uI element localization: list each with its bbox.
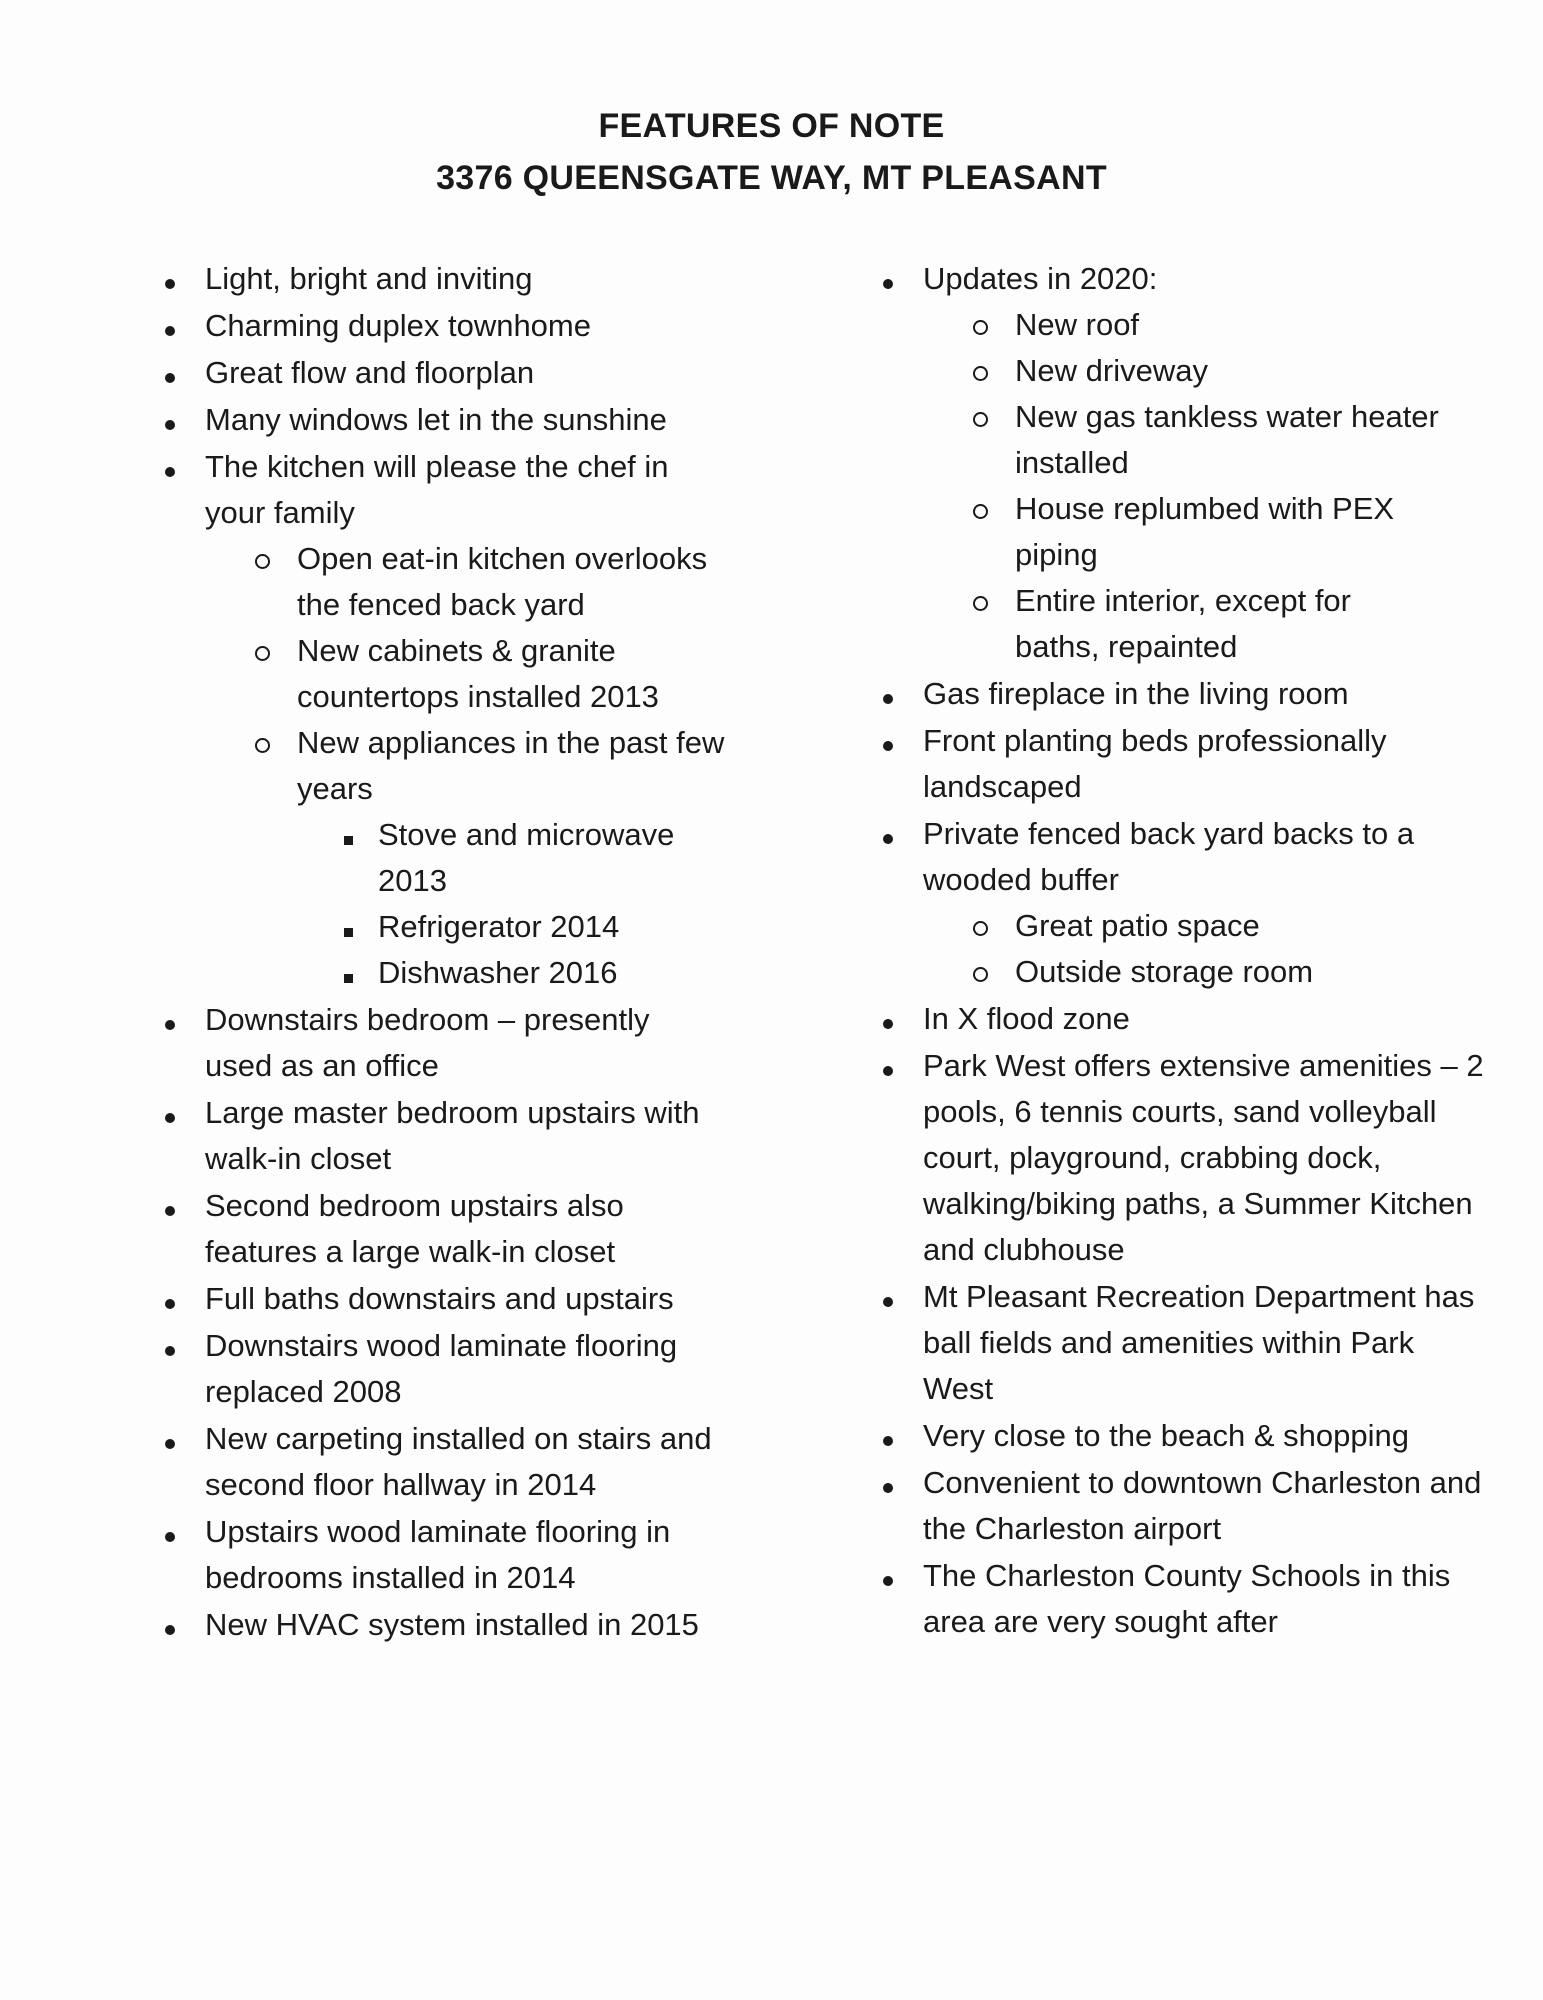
appliance-sublist bbox=[333, 812, 757, 996]
circle-bullet-icon bbox=[960, 486, 1000, 532]
circle-bullet-icon bbox=[960, 578, 1000, 624]
list-item: Convenient to downtown Charleston and the Charleston airport bbox=[868, 1460, 1483, 1552]
list-item: Open eat-in kitchen overlooks the fenced back yard bbox=[242, 536, 737, 628]
square-bullet-icon bbox=[333, 950, 363, 996]
document-title: FEATURES OF NOTE bbox=[598, 107, 945, 145]
circle-bullet-icon bbox=[242, 628, 282, 674]
list-item: Refrigerator 2014 bbox=[333, 904, 757, 950]
bullet-icon bbox=[150, 256, 190, 302]
bullet-icon bbox=[868, 1043, 908, 1089]
list-item: New roof bbox=[960, 302, 1488, 348]
feature-list-left bbox=[150, 256, 750, 1648]
bullet-icon bbox=[868, 671, 908, 717]
list-item: Stove and microwave 2013 bbox=[333, 812, 688, 904]
list-item: Charming duplex townhome bbox=[150, 303, 750, 349]
list-item: Many windows let in the sunshine bbox=[150, 397, 750, 443]
bullet-icon bbox=[868, 996, 908, 1042]
list-item: Great flow and floorplan bbox=[150, 350, 750, 396]
list-item: Downstairs wood laminate flooring replaced 2008 bbox=[150, 1323, 735, 1415]
bullet-icon bbox=[868, 811, 908, 857]
list-item: Second bedroom upstairs also features a large walk-in closet bbox=[150, 1183, 705, 1275]
document-header bbox=[0, 100, 1543, 204]
list-item: Great patio space bbox=[960, 903, 1483, 949]
feature-list-right bbox=[868, 256, 1488, 1645]
circle-bullet-icon bbox=[960, 302, 1000, 348]
list-item: Front planting beds professionally landscaped bbox=[868, 718, 1463, 810]
list-item: New appliances in the past few years Stove and microwave 2013 Refrigerator 2014 Dishwasher 2016 bbox=[242, 720, 757, 996]
circle-bullet-icon bbox=[960, 949, 1000, 995]
list-item: Park West offers extensive amenities – 2 pools, 6 tennis courts, sand volleyball court, playground, crabbing dock, walking/biking paths, a Summer Kitchen and clubhouse bbox=[868, 1043, 1508, 1273]
list-item: The kitchen will please the chef in your family Open eat-in kitchen overlooks the fenced back yard New cabinets & granite countertops installed 2013 New appliances in the past few years Stove and microwave 2013 Refrigerator 2014 Dishwasher 2016 bbox=[150, 444, 725, 996]
list-item: New carpeting installed on stairs and second floor hallway in 2014 bbox=[150, 1416, 765, 1508]
list-item: Large master bedroom upstairs with walk-in closet bbox=[150, 1090, 745, 1182]
bullet-icon bbox=[150, 1183, 190, 1229]
bullet-icon bbox=[150, 1509, 190, 1555]
circle-bullet-icon bbox=[242, 536, 282, 582]
bullet-icon bbox=[150, 1323, 190, 1369]
list-item: New cabinets & granite countertops installed 2013 bbox=[242, 628, 717, 720]
bullet-icon bbox=[150, 1276, 190, 1322]
list-item: Gas fireplace in the living room bbox=[868, 671, 1488, 717]
list-item: Entire interior, except for baths, repainted bbox=[960, 578, 1435, 670]
circle-bullet-icon bbox=[242, 720, 282, 766]
list-item: Updates in 2020: New roof New driveway New gas tankless water heater installed House replumbed with PEX piping Entire interior, except for baths, repainted bbox=[868, 256, 1488, 670]
circle-bullet-icon bbox=[960, 903, 1000, 949]
list-item: Full baths downstairs and upstairs bbox=[150, 1276, 750, 1322]
yard-sublist bbox=[960, 903, 1483, 995]
list-item: Dishwasher 2016 bbox=[333, 950, 757, 996]
right-column bbox=[868, 256, 1488, 1646]
bullet-icon bbox=[150, 1090, 190, 1136]
bullet-icon bbox=[150, 444, 190, 490]
bullet-icon bbox=[150, 1602, 190, 1648]
bullet-icon bbox=[150, 397, 190, 443]
square-bullet-icon bbox=[333, 812, 363, 858]
square-bullet-icon bbox=[333, 904, 363, 950]
kitchen-sublist bbox=[242, 536, 742, 996]
list-item: New driveway bbox=[960, 348, 1488, 394]
list-item: House replumbed with PEX piping bbox=[960, 486, 1445, 578]
bullet-icon bbox=[868, 718, 908, 764]
list-item: The Charleston County Schools in this area are very sought after bbox=[868, 1553, 1493, 1645]
bullet-icon bbox=[868, 1553, 908, 1599]
list-item: Outside storage room bbox=[960, 949, 1483, 995]
circle-bullet-icon bbox=[960, 394, 1000, 440]
bullet-icon bbox=[150, 997, 190, 1043]
circle-bullet-icon bbox=[960, 348, 1000, 394]
bullet-icon bbox=[868, 256, 908, 302]
list-item: New HVAC system installed in 2015 bbox=[150, 1602, 750, 1648]
bullet-icon bbox=[150, 1416, 190, 1462]
updates-sublist bbox=[960, 302, 1488, 670]
bullet-icon bbox=[150, 350, 190, 396]
bullet-icon bbox=[150, 303, 190, 349]
list-item: Private fenced back yard backs to a wooded buffer Great patio space Outside storage room bbox=[868, 811, 1483, 995]
property-address: 3376 QUEENSGATE WAY, MT PLEASANT bbox=[436, 159, 1107, 197]
left-column bbox=[150, 256, 750, 1649]
bullet-icon bbox=[868, 1274, 908, 1320]
bullet-icon bbox=[868, 1413, 908, 1459]
list-item: Upstairs wood laminate flooring in bedrooms installed in 2014 bbox=[150, 1509, 745, 1601]
list-item: New gas tankless water heater installed bbox=[960, 394, 1495, 486]
bullet-icon bbox=[868, 1460, 908, 1506]
list-item: Mt Pleasant Recreation Department has ball fields and amenities within Park West bbox=[868, 1274, 1483, 1412]
list-item: Downstairs bedroom – presently used as an office bbox=[150, 997, 705, 1089]
list-item: Light, bright and inviting bbox=[150, 256, 750, 302]
list-item: Very close to the beach & shopping bbox=[868, 1413, 1488, 1459]
list-item: In X flood zone bbox=[868, 996, 1488, 1042]
